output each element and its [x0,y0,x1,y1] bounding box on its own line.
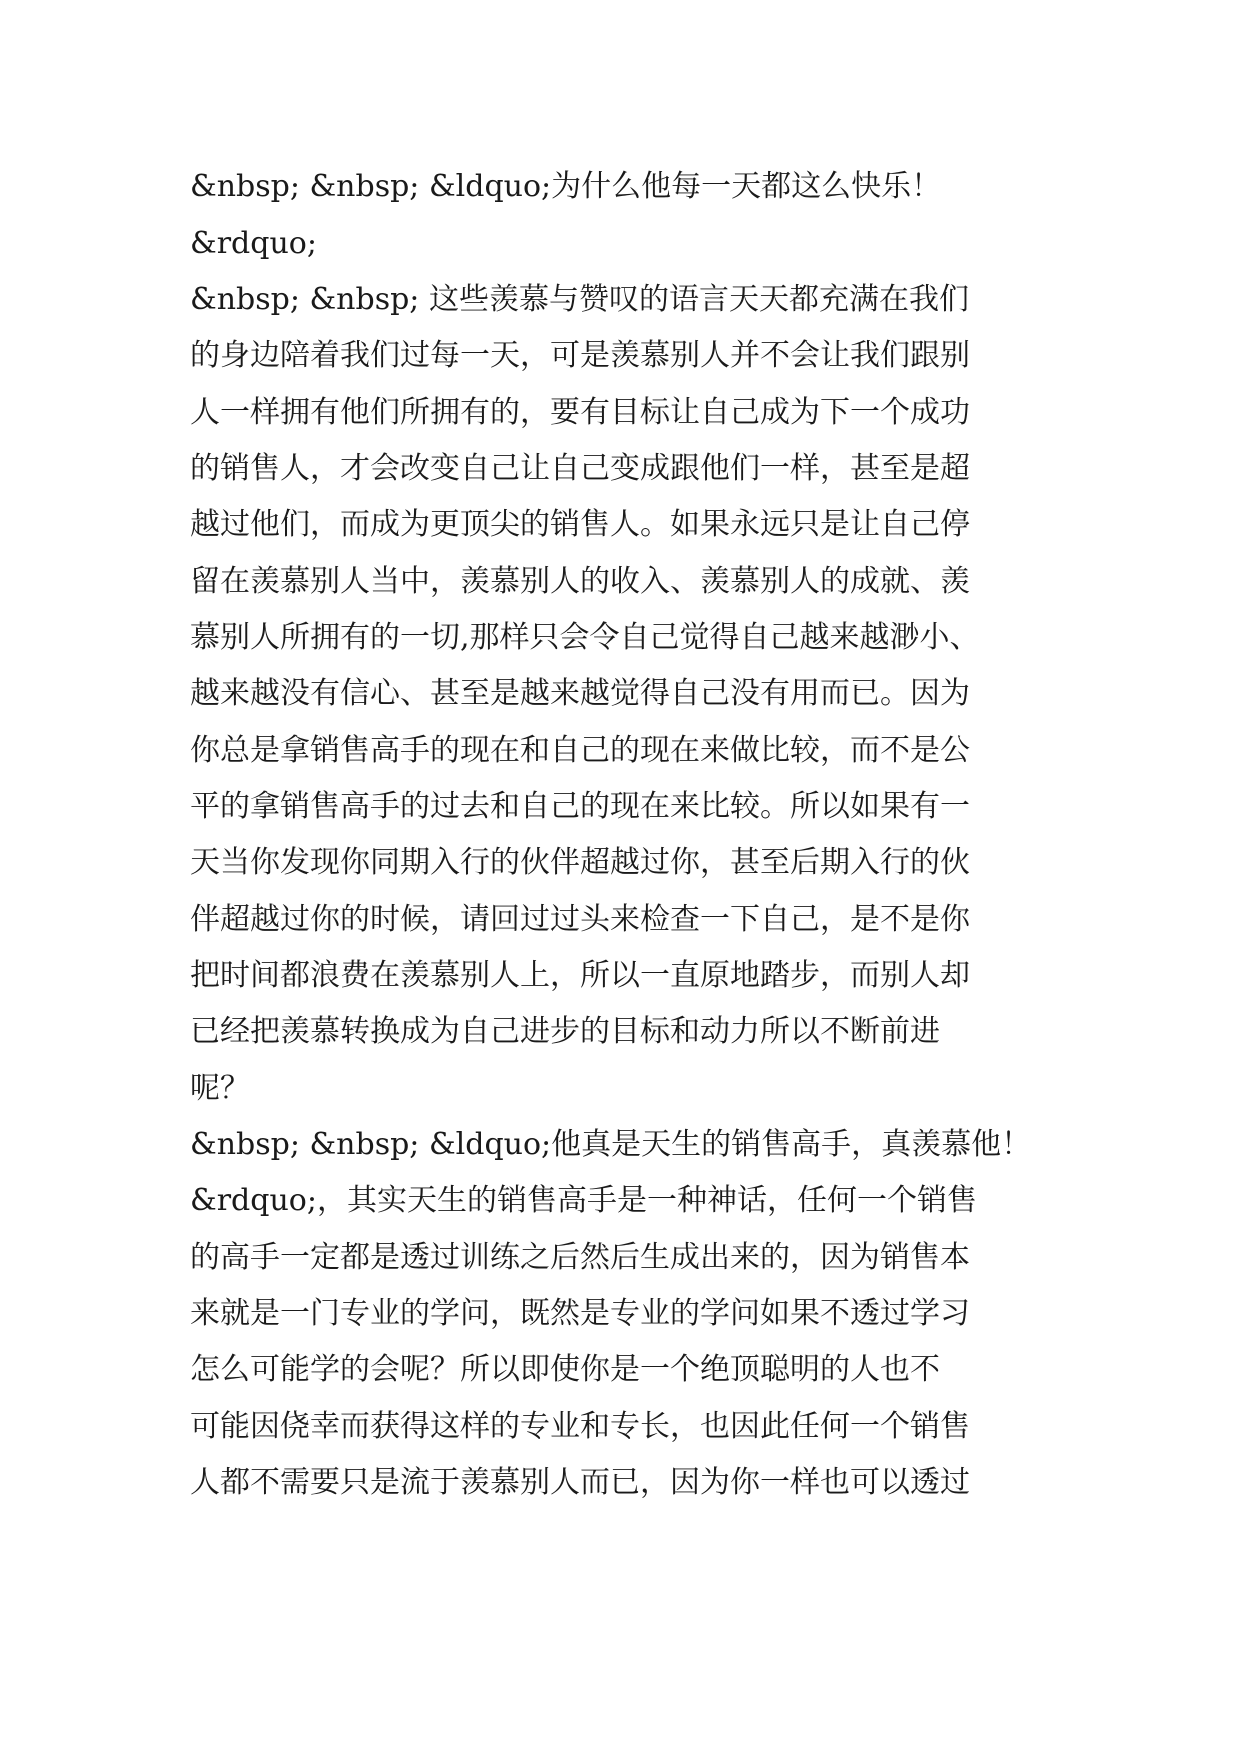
text-line: &nbsp; &nbsp; &ldquo;为什么他每一天都这么快乐！ [190,169,942,204]
text-line: &rdquo;，其实天生的销售高手是一种神话，任何一个销售 [190,1183,977,1218]
text-line: &nbsp; &nbsp; 这些羡慕与赞叹的语言天天都充满在我们 [190,282,969,317]
text-line: 人都不需要只是流于羡慕别人而已，因为你一样也可以透过 [190,1465,970,1500]
text-line: 的销售人，才会改变自己让自己变成跟他们一样，甚至是超 [190,451,970,486]
text-line: 的身边陪着我们过每一天，可是羡慕别人并不会让我们跟别 [190,338,970,373]
text-line: 来就是一门专业的学问，既然是专业的学问如果不透过学习 [190,1296,970,1331]
text-line: 人一样拥有他们所拥有的，要有目标让自己成为下一个成功 [190,395,970,430]
text-line: 留在羡慕别人当中，羡慕别人的收入、羡慕别人的成就、羡 [190,564,970,599]
text-line: 已经把羡慕转换成为自己进步的目标和动力所以不断前进 [190,1014,940,1049]
text-line: 怎么可能学的会呢？所以即使你是一个绝顶聪明的人也不 [190,1352,940,1387]
text-line: &rdquo; [190,226,317,261]
text-line: 把时间都浪费在羡慕别人上，所以一直原地踏步，而别人却 [190,958,970,993]
text-line: 伴超越过你的时候，请回过过头来检查一下自己，是不是你 [190,902,970,937]
text-line: 的高手一定都是透过训练之后然后生成出来的，因为销售本 [190,1240,970,1275]
text-line: 越过他们，而成为更顶尖的销售人。如果永远只是让自己停 [190,507,970,542]
text-line: 可能因侥幸而获得这样的专业和专长，也因此任何一个销售 [190,1409,970,1444]
text-line: &nbsp; &nbsp; &ldquo;他真是天生的销售高手，真羡慕他！ [190,1127,1032,1162]
text-line: 呢？ [190,1071,250,1106]
text-line: 慕别人所拥有的一切,那样只会令自己觉得自己越来越渺小、 [190,620,980,655]
text-line: 平的拿销售高手的过去和自己的现在来比较。所以如果有一 [190,789,970,824]
text-line: 越来越没有信心、甚至是越来越觉得自己没有用而已。因为 [190,676,970,711]
text-line: 你总是拿销售高手的现在和自己的现在来做比较，而不是公 [190,733,970,768]
text-line: 天当你发现你同期入行的伙伴超越过你，甚至后期入行的伙 [190,845,970,880]
